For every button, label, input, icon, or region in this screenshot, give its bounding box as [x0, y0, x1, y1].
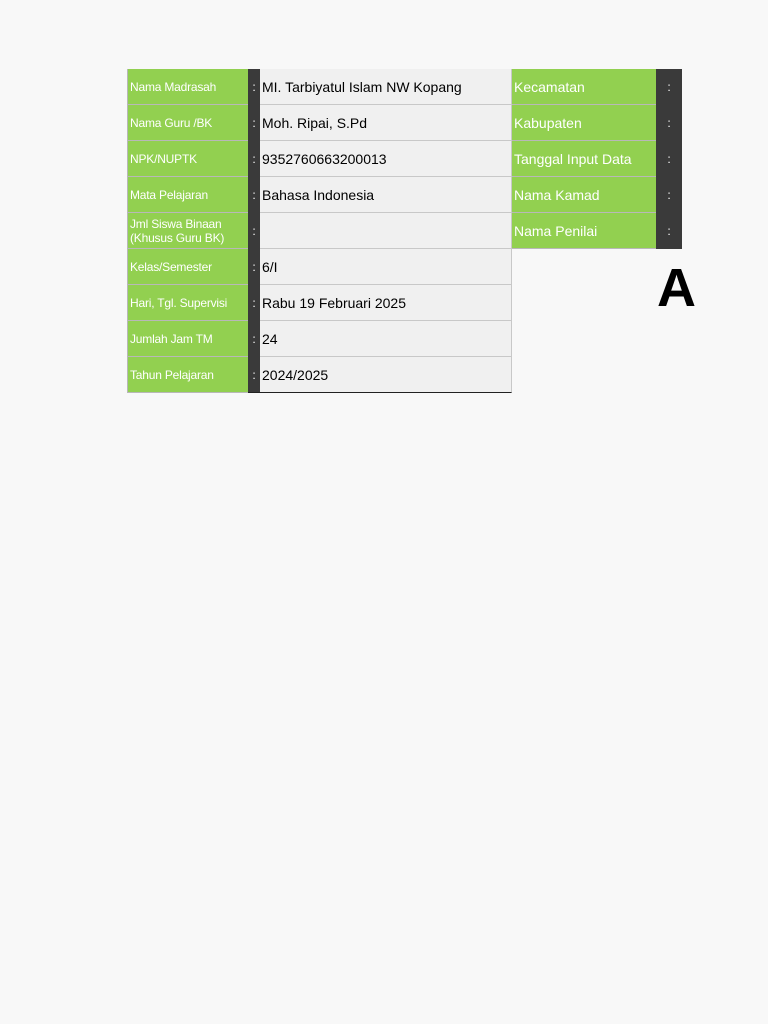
label-tanggal-input-data: Tanggal Input Data — [512, 141, 656, 177]
label-jumlah-jam-tm: Jumlah Jam TM — [127, 321, 248, 357]
row-hari-tgl-supervisi — [127, 285, 512, 321]
value-tahun-pelajaran[interactable]: 2024/2025 — [260, 357, 512, 393]
label-nama-kamad: Nama Kamad — [512, 177, 656, 213]
label-nama-madrasah: Nama Madrasah — [127, 69, 248, 105]
value-mata-pelajaran[interactable]: Bahasa Indonesia — [260, 177, 512, 213]
label-kabupaten: Kabupaten — [512, 105, 656, 141]
row-tanggal-input-data — [512, 141, 682, 177]
value-jumlah-jam-tm[interactable]: 24 — [260, 321, 512, 357]
row-kecamatan — [512, 69, 682, 105]
label-npk-nuptk: NPK/NUPTK — [127, 141, 248, 177]
colon: : — [248, 105, 260, 141]
colon: : — [656, 213, 682, 249]
colon: : — [248, 69, 260, 105]
row-nama-penilai — [512, 213, 682, 249]
value-nama-madrasah[interactable]: MI. Tarbiyatul Islam NW Kopang — [260, 69, 512, 105]
colon: : — [656, 69, 682, 105]
label-mata-pelajaran: Mata Pelajaran — [127, 177, 248, 213]
colon: : — [248, 321, 260, 357]
value-hari-tgl-supervisi[interactable]: Rabu 19 Februari 2025 — [260, 285, 512, 321]
colon: : — [656, 177, 682, 213]
label-kelas-semester: Kelas/Semester — [127, 249, 248, 285]
value-kelas-semester[interactable]: 6/I — [260, 249, 512, 285]
colon: : — [248, 249, 260, 285]
colon: : — [248, 357, 260, 393]
colon: : — [248, 285, 260, 321]
value-jml-siswa-binaan[interactable] — [260, 213, 512, 249]
row-nama-kamad — [512, 177, 682, 213]
row-tahun-pelajaran — [127, 357, 512, 393]
row-kelas-semester — [127, 249, 512, 285]
row-npk-nuptk — [127, 141, 512, 177]
row-kabupaten — [512, 105, 682, 141]
row-nama-guru — [127, 105, 512, 141]
label-tahun-pelajaran: Tahun Pelajaran — [127, 357, 248, 393]
row-jml-siswa-binaan — [127, 213, 512, 249]
row-nama-madrasah — [127, 69, 512, 105]
label-nama-penilai: Nama Penilai — [512, 213, 656, 249]
label-hari-tgl-supervisi: Hari, Tgl. Supervisi — [127, 285, 248, 321]
row-mata-pelajaran — [127, 177, 512, 213]
colon: : — [248, 141, 260, 177]
colon: : — [248, 213, 260, 249]
label-jml-siswa-binaan: Jml Siswa Binaan (Khusus Guru BK) — [127, 213, 248, 249]
colon: : — [656, 105, 682, 141]
label-kecamatan: Kecamatan — [512, 69, 656, 105]
value-nama-guru[interactable]: Moh. Ripai, S.Pd — [260, 105, 512, 141]
partial-heading: A — [657, 258, 696, 318]
colon: : — [656, 141, 682, 177]
value-npk-nuptk[interactable]: 9352760663200013 — [260, 141, 512, 177]
row-jumlah-jam-tm — [127, 321, 512, 357]
colon: : — [248, 177, 260, 213]
label-nama-guru: Nama Guru /BK — [127, 105, 248, 141]
